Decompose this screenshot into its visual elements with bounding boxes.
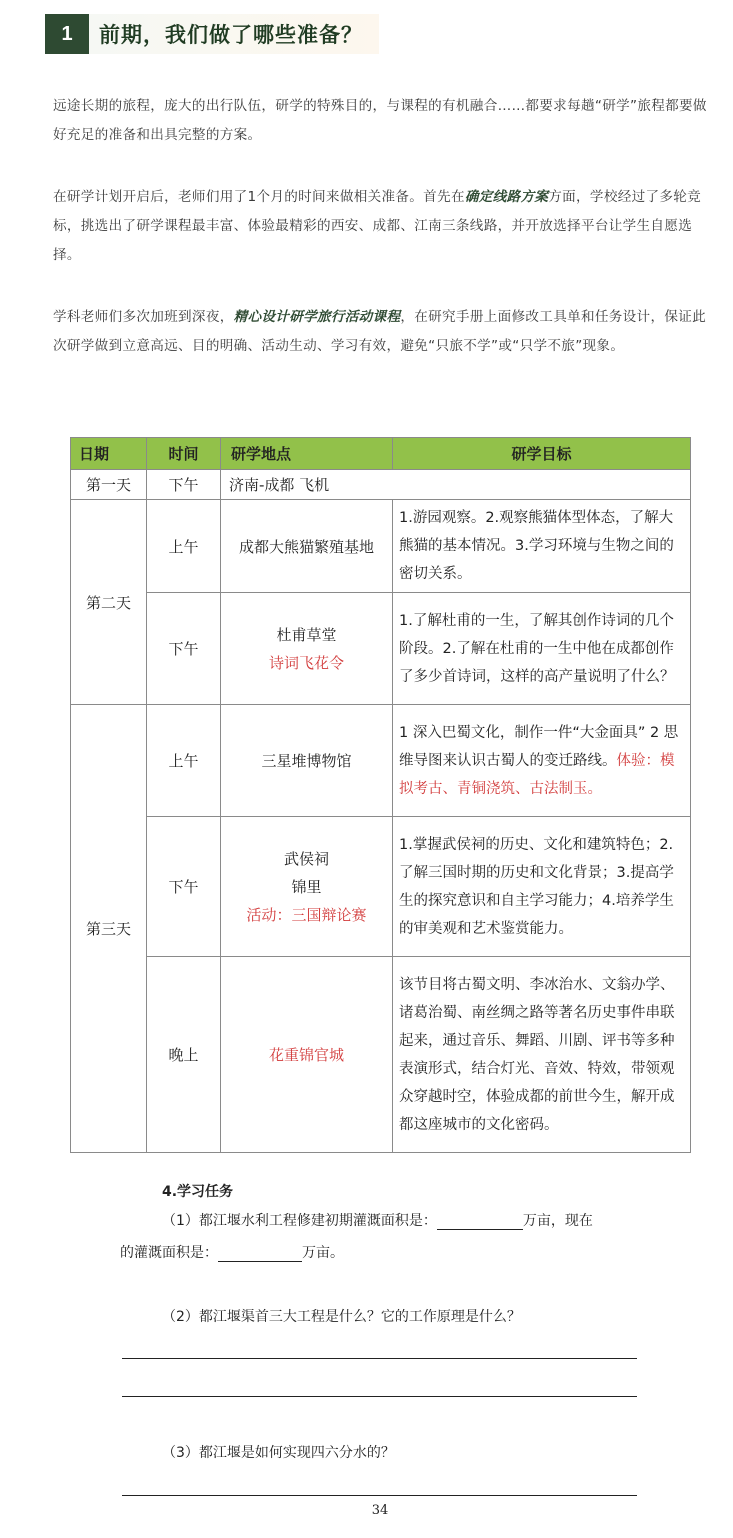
day2-am-place: 成都大熊猫繁殖基地 [221,500,393,593]
paragraph-course-emphasis: 精心设计研学旅行活动课程 [233,309,401,325]
task-q1-text-a: （1）都江堰水利工程修建初期灌溉面积是： [162,1213,437,1229]
table-row [71,593,691,705]
task-q3-answer-line[interactable] [122,1495,637,1496]
section-title: 前期，我们做了哪些准备？ [89,14,379,54]
tasks-heading: 4.学习任务 [162,1184,234,1200]
table-row [71,470,691,500]
table-row [71,817,691,957]
paragraph-course [53,303,715,361]
header-date: 日期 [71,438,147,470]
task-q2: （2）都江堰渠首三大工程是什么？它的工作原理是什么？ [162,1309,521,1325]
paragraph-intro: 远途长期的旅程，庞大的出行队伍，研学的特殊目的，与课程的有机融合……都要求每趟“研学”旅程都要做好充足的准备和出具完整的方案。 [53,98,707,143]
day3-pm-place2: 锦里 [291,877,322,896]
task-q3: （3）都江堰是如何实现四六分水的？ [162,1445,395,1461]
day3-pm-time: 下午 [147,817,221,957]
table-header-row [71,438,691,470]
paragraph-course-text-a: 学科老师们多次加班到深夜， [53,309,234,325]
itinerary-table-image [70,437,690,1153]
day1-time: 下午 [147,470,221,500]
day3-date: 第三天 [71,705,147,1153]
day3-eve-place: 花重锦官城 [221,957,393,1153]
day2-pm-activity: 诗词飞花令 [268,653,344,672]
day2-date: 第二天 [71,500,147,705]
day2-pm-place-cell [221,593,393,705]
day3-pm-goal: 1.掌握武侯祠的历史、文化和建筑特色；2.了解三国时期的历史和文化背景；3.提高学生的探究意识和自主学习能力；4.培养学生的审美观和艺术鉴赏能力。 [393,817,691,957]
paragraph-route-text-c: 方面，学校经过了多轮竞标，挑选出了研学课程最丰富、体验最精彩的西安、成都、江南三条线路，并开放选择平台让学生自愿选择。 [53,189,702,263]
day2-pm-goal: 1.了解杜甫的一生，了解其创作诗词的几个阶段。2.了解在杜甫的一生中他在成都创作了多少首诗词，这样的高产量说明了什么？ [393,593,691,705]
day3-am-place: 三星堆博物馆 [221,705,393,817]
day3-eve-time: 晚上 [147,957,221,1153]
day1-place: 济南-成都 飞机 [221,470,691,500]
paragraph-course-text-c: ，在研究手册上面修改工具单和任务设计，保证此次研学做到立意高远、目的明确、活动生动、学习有效，避免“只旅不学”或“只学不旅”现象。 [53,309,707,354]
task-q1-text-d: 万亩。 [302,1245,344,1261]
day3-am-time: 上午 [147,705,221,817]
day2-am-time: 上午 [147,500,221,593]
page-number: 34 [371,1503,389,1518]
table-row [71,500,691,593]
day2-pm-time: 下午 [147,593,221,705]
header-time: 时间 [147,438,221,470]
header-place: 研学地点 [221,438,393,470]
day3-eve-goal: 该节目将古蜀文明、李冰治水、文翁办学、诸葛治蜀、南丝绸之路等著名历史事件串联起来，通过音乐、舞蹈、川剧、评书等多种表演形式，结合灯光、音效、特效，带领观众穿越时空，体验成都的前世今生，解开成都这座城市的文化密码。 [393,957,691,1153]
day3-pm-place-cell [221,817,393,957]
header-goal: 研学目标 [393,438,691,470]
day3-am-goal-experience: 体验：模拟考古、青铜浇筑、古法制玉。 [399,752,675,797]
day1-date: 第一天 [71,470,147,500]
paragraph-route-text-a: 在研学计划开启后，老师们用了1个月的时间来做相关准备。首先在 [53,189,465,205]
task-q1-line1 [162,1210,722,1230]
task-q1-text-c: 的灌溉面积是： [120,1245,218,1261]
task-q2-answer-line-1[interactable] [122,1358,637,1359]
day2-pm-place: 杜甫草堂 [276,625,337,644]
table-row [71,957,691,1153]
itinerary-table [70,437,691,1153]
task-q1-blank-current[interactable] [218,1261,302,1262]
table-row [71,705,691,817]
day3-am-goal-cell [393,705,691,817]
task-q1-line2 [120,1242,680,1262]
task-q1-text-b: 万亩，现在 [522,1213,593,1229]
task-q2-answer-line-2[interactable] [122,1396,637,1397]
section-number: 1 [45,14,89,54]
section-header [45,14,379,54]
paragraph-route [53,183,715,270]
paragraph-route-emphasis: 确定线路方案 [464,189,549,205]
day2-am-goal: 1.游园观察。2.观察熊猫体型体态，了解大熊猫的基本情况。3.学习环境与生物之间的密切关系。 [393,500,691,593]
day3-am-goal: 1 深入巴蜀文化，制作一件“大金面具” 2 思维导图来认识古蜀人的变迁路线。 [399,724,679,769]
day3-pm-activity: 活动：三国辩论赛 [246,905,367,924]
day3-pm-place1: 武侯祠 [283,849,329,868]
task-q1-blank-initial[interactable] [437,1229,523,1230]
